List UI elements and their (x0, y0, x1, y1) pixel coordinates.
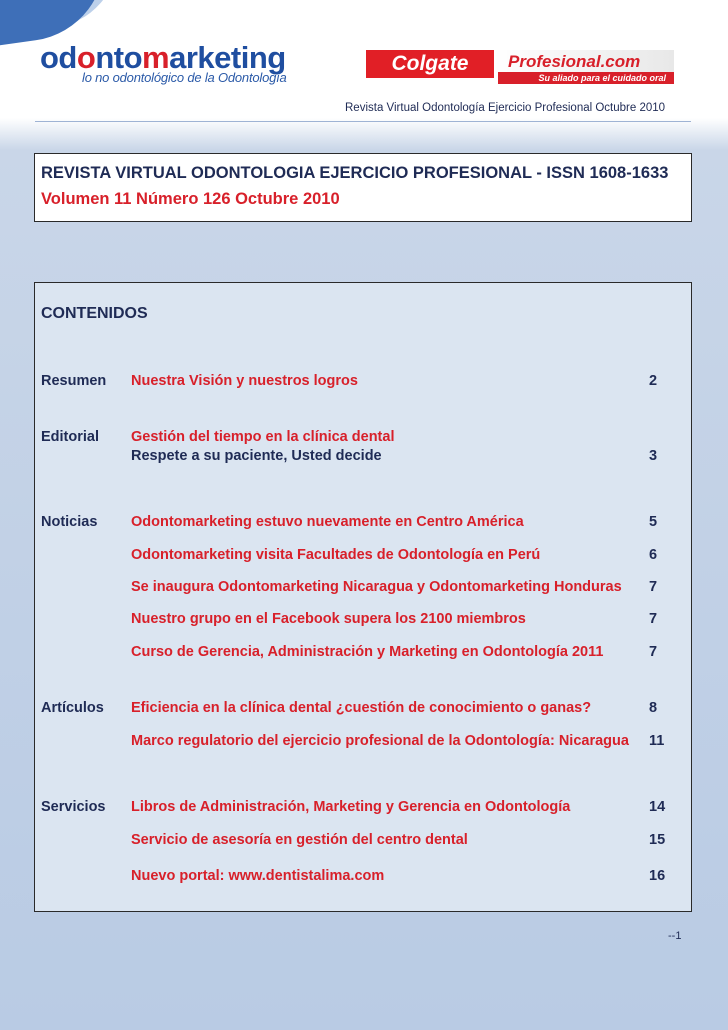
section-noticias: Noticias (41, 514, 98, 530)
masthead-title: REVISTA VIRTUAL ODONTOLOGIA EJERCICIO PROFESIONAL - ISSN 1608-1633 (41, 164, 669, 182)
toc-page: 7 (649, 611, 658, 627)
toc-entry[interactable]: Nuestra Visión y nuestros logros (131, 373, 358, 389)
header-divider (35, 121, 691, 122)
colgate-logo: Colgate (366, 50, 494, 78)
toc-entry[interactable]: Marco regulatorio del ejercicio profesional de la Odontología: Nicaragua (131, 733, 629, 749)
toc-entry[interactable]: Eficiencia en la clínica dental ¿cuestión de conocimiento o ganas? (131, 700, 592, 716)
section-resumen: Resumen (41, 373, 107, 389)
toc-page: 3 (649, 448, 658, 464)
masthead-subtitle: Volumen 11 Número 126 Octubre 2010 (41, 190, 340, 208)
logo-tagline: lo no odontológico de la Odontología (82, 70, 287, 85)
toc-page: 7 (649, 644, 658, 660)
section-servicios: Servicios (41, 799, 106, 815)
odontomarketing-logo: odontomarketing (40, 40, 286, 75)
page-number: --1 (668, 930, 682, 942)
toc-page: 5 (649, 514, 658, 530)
profesional-label: Profesional.com (508, 52, 641, 71)
profesional-logo (494, 50, 674, 84)
contents-box (34, 282, 692, 912)
toc-entry[interactable]: Libros de Administración, Marketing y Gerencia en Odontología (131, 799, 571, 815)
section-editorial: Editorial (41, 429, 100, 445)
toc-entry[interactable]: Curso de Gerencia, Administración y Marketing en Odontología 2011 (131, 644, 604, 660)
toc-entry[interactable]: Odontomarketing estuvo nuevamente en Centro América (131, 514, 524, 530)
masthead-box (34, 153, 692, 222)
profesional-tagline: Su aliado para el cuidado oral (498, 72, 674, 84)
toc-page: 7 (649, 579, 658, 595)
toc-page: 14 (649, 799, 666, 815)
toc-page: 8 (649, 700, 658, 716)
toc-entry[interactable]: Nuestro grupo en el Facebook supera los 2100 miembros (131, 611, 526, 627)
section-articulos: Artículos (41, 700, 104, 716)
running-title: Revista Virtual Odontología Ejercicio Profesional Octubre 2010 (345, 102, 666, 114)
toc-page: 6 (649, 547, 658, 563)
toc-page: 15 (649, 832, 666, 848)
toc-entry[interactable]: Nuevo portal: www.dentistalima.com (131, 868, 385, 884)
toc-entry[interactable]: Se inaugura Odontomarketing Nicaragua y Odontomarketing Honduras (131, 579, 622, 595)
toc-page: 11 (649, 733, 665, 749)
toc-page: 2 (649, 373, 658, 389)
toc-entry[interactable]: Servicio de asesoría en gestión del centro dental (131, 832, 468, 848)
toc-page: 16 (649, 868, 666, 884)
toc-entry[interactable]: Respete a su paciente, Usted decide (131, 448, 382, 464)
toc-entry[interactable]: Gestión del tiempo en la clínica dental (131, 429, 395, 445)
toc-entry[interactable]: Odontomarketing visita Facultades de Odontología en Perú (131, 547, 541, 563)
contents-title: CONTENIDOS (41, 305, 148, 322)
